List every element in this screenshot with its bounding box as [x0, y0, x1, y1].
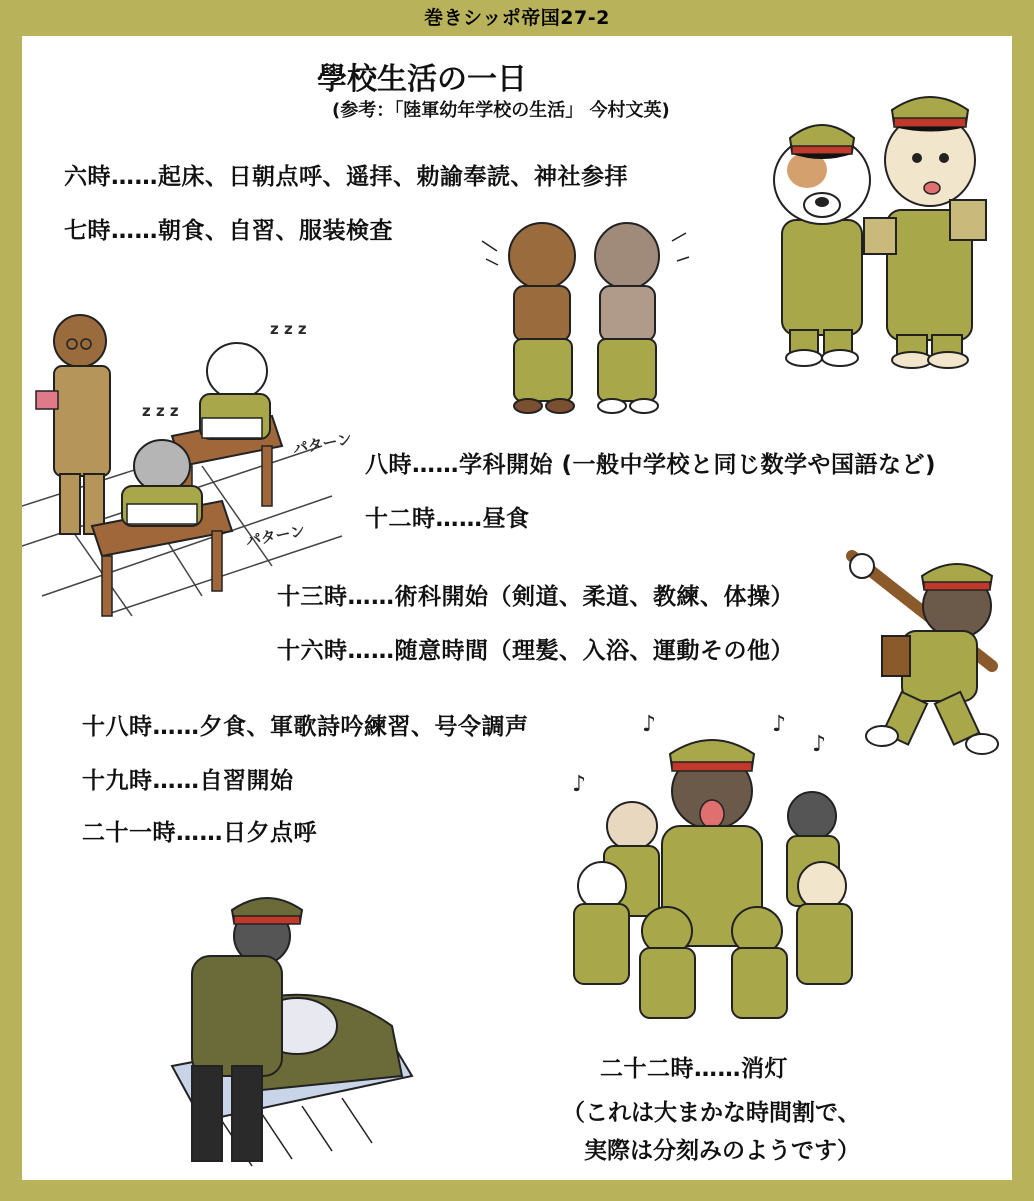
svg-text:♪: ♪	[772, 712, 787, 737]
article-subtitle: (参考：「陸軍幼年学校の生活」 今村文英)	[332, 100, 670, 121]
open-book-icon	[202, 418, 262, 438]
open-book-icon	[127, 504, 197, 524]
page-header-title: 巻きシッポ帝国27-2	[424, 7, 610, 29]
schedule-line-1800: 十八時……夕食、軍歌詩吟練習、号令調声	[82, 714, 529, 740]
bedtime-illustration	[132, 876, 422, 1176]
schedule-line-1200: 十二時……昼食	[365, 506, 530, 532]
svg-text:♪: ♪	[812, 732, 827, 757]
classroom-study-illustration	[22, 306, 362, 626]
schedule-note-line2: 実際は分刻みのようです）	[584, 1138, 860, 1164]
shiba-officer-figure	[885, 97, 986, 368]
white-dog-student-figure	[200, 343, 270, 439]
article-title: 學校生活の一日	[317, 62, 527, 97]
running-cadet-illustration	[842, 516, 1012, 766]
schedule-line-2200: 二十二時……消灯	[600, 1056, 788, 1082]
singing-cadets-illustration	[542, 706, 862, 1026]
officers-reading-illustration	[752, 60, 1002, 370]
recruits-shivering-illustration	[472, 201, 697, 421]
schedule-line-1300: 十三時……術科開始（剣道、柔道、教練、体操）	[277, 584, 794, 610]
svg-text:♪: ♪	[572, 772, 587, 797]
schedule-note-line1: （これは大まかな時間割で、	[562, 1100, 861, 1126]
schedule-line-1600: 十六時……随意時間（理髪、入浴、運動その他）	[277, 638, 794, 664]
sleep-zzz-icon: z z z	[270, 320, 307, 338]
bulldog-officer-figure	[774, 125, 870, 366]
schedule-line-1900: 十九時……自習開始	[82, 768, 294, 794]
comic-panel	[22, 36, 1012, 1180]
book-icon	[864, 218, 896, 254]
sfx-pataan-2: パターン	[244, 521, 307, 550]
schedule-line-0700: 七時……朝食、自習、服装検査	[64, 218, 393, 244]
sfx-pataan-1: パターン	[291, 429, 354, 458]
grey-cat-recruit-figure	[595, 223, 659, 413]
schedule-line-0800: 八時……学科開始 (一般中学校と同じ数学や国語など)	[365, 452, 937, 478]
brown-dog-recruit-figure	[509, 223, 575, 413]
teacher-figure	[36, 315, 110, 534]
schedule-line-0600: 六時……起床、日朝点呼、遥拝、勅諭奉読、神社参拝	[64, 164, 628, 190]
sleep-zzz-icon-2: z z z	[142, 402, 179, 420]
schedule-line-2100: 二十一時……日夕点呼	[82, 820, 317, 846]
book-icon	[36, 391, 58, 409]
svg-text:♪: ♪	[642, 712, 657, 737]
backpack-icon	[882, 636, 910, 676]
